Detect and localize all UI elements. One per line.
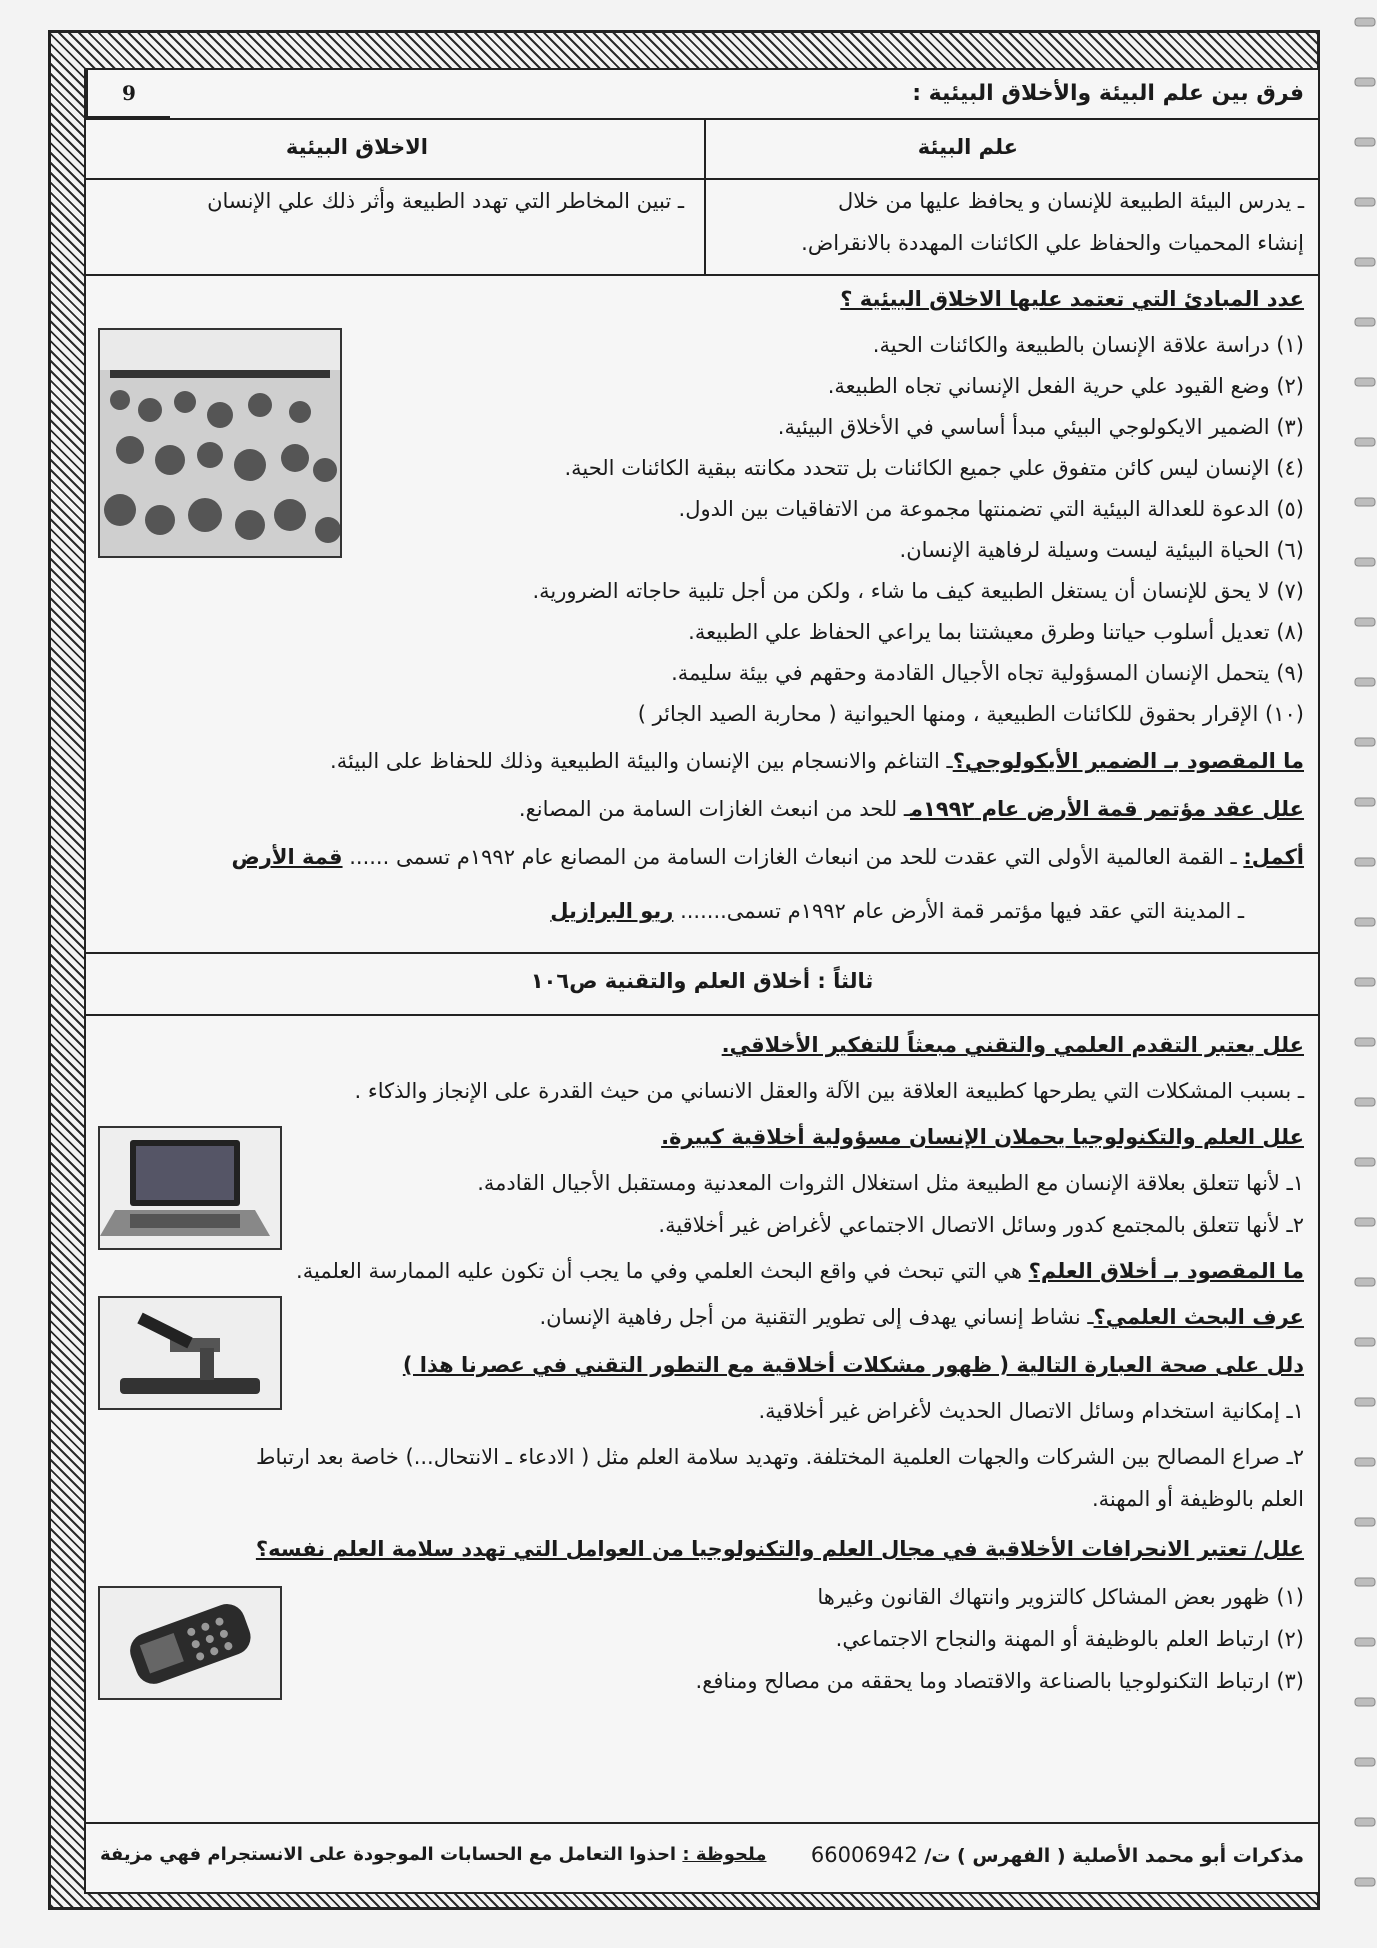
eco-conscience-qa — [330, 746, 1304, 776]
principle-5: (٥) الدعوة للعدالة البيئية التي تضمنتها مجموعة من الاتفاقيات بين الدول. — [678, 497, 1304, 521]
a-tech-problems-1: ١ـ إمكانية استخدام وسائل الاتصال الحديث لأغراض غير أخلاقية. — [758, 1399, 1304, 1423]
science-ethics-question: ما المقصود بـ أخلاق العلم؟ — [1028, 1259, 1304, 1283]
earth-summit-question: علل عقد مؤتمر قمة الأرض عام ١٩٩٢م — [910, 797, 1304, 821]
complete-1-text: ـ القمة العالمية الأولى التي عقدت للحد من انبعاث الغازات السامة من المصانع عام ١٩٩٢م تسمى ...... — [349, 845, 1237, 869]
principle-6: (٦) الحياة البيئية ليست وسيلة لرفاهية الإنسان. — [899, 538, 1304, 562]
footer-note-label: ملحوظة : — [682, 1844, 767, 1865]
research-question: عرف البحث العلمي؟ — [1093, 1305, 1304, 1329]
a-deviations-3: (٣) ارتباط التكنولوجيا بالصناعة والاقتصاد وما يحققه من مصالح ومنافع. — [695, 1669, 1304, 1693]
a-science-responsibility-2: ٢ـ لأنها تتعلق بالمجتمع كدور وسائل الاتصال الاجتماعي لأغراض غير أخلاقية. — [658, 1213, 1304, 1237]
ecology-desc-line2: إنشاء المحميات والحفاظ علي الكائنات المهددة بالانقراض. — [801, 231, 1304, 255]
section3-title: ثالثاً : أخلاق العلم والتقنية ص١٠٦ — [530, 969, 874, 993]
footer-note — [100, 1840, 766, 1870]
footer-phone: 66006942 — [810, 1843, 918, 1867]
complete-2-answer: ريو البرازيل — [550, 899, 674, 923]
complete-2 — [550, 896, 1244, 926]
earth-summit-answer: ـ للحد من انبعث الغازات السامة من المصانع. — [518, 797, 911, 821]
footer-credit — [811, 1840, 1304, 1871]
eco-conscience-answer: ـ التناغم والانسجام بين الإنسان والبيئة الطبيعية وذلك للحفاظ على البيئة. — [330, 749, 953, 773]
a-tech-problems-3: العلم بالوظيفة أو المهنة. — [1091, 1487, 1304, 1511]
q-progress-ethics: علل يعتبر التقدم العلمي والتقني مبعثاً للتفكير الأخلاقي. — [721, 1033, 1304, 1057]
research-qa — [539, 1302, 1304, 1332]
section1-title: فرق بين علم البيئة والأخلاق البيئية : — [912, 81, 1304, 106]
principle-9: (٩) يتحمل الإنسان المسؤولية تجاه الأجيال القادمة وحقهم في بيئة سليمة. — [671, 661, 1304, 685]
col-header-env-ethics: الاخلاق البيئية — [285, 135, 428, 159]
science-ethics-qa — [296, 1256, 1304, 1286]
a-tech-problems-2: ٢ـ صراع المصالح بين الشركات والجهات العلمية المختلفة. وتهديد سلامة العلم مثل ( الادعاء ـ الانتحال...) خاصة بعد ارتباط — [256, 1445, 1304, 1469]
q-deviations: علل/ تعتبر الانحرافات الأخلاقية في مجال العلم والتكنولوجيا من العوامل التي تهدد سلامة العلم نفسه؟ — [255, 1537, 1304, 1561]
footer-note-text: احذوا التعامل مع الحسابات الموجودة على الانستجرام فهي مزيفة — [100, 1844, 677, 1865]
page-number: 9 — [86, 70, 170, 118]
complete-2-text: ـ المدينة التي عقد فيها مؤتمر قمة الأرض عام ١٩٩٢م تسمى....... — [680, 899, 1244, 923]
page-content — [84, 68, 1320, 1894]
eco-conscience-question: ما المقصود بـ الضمير الأيكولوجي؟ — [952, 749, 1304, 773]
env-ethics-desc: ـ تبين المخاطر التي تهدد الطبيعة وأثر ذلك علي الإنسان — [207, 189, 684, 213]
col-header-ecology: علم البيئة — [917, 135, 1018, 159]
principles-title: عدد المبادئ التي تعتمد عليها الاخلاق البيئية ؟ — [840, 287, 1304, 311]
science-ethics-answer: هي التي تبحث في واقع البحث العلمي وفي ما يجب أن تكون عليه الممارسة العلمية. — [296, 1259, 1022, 1283]
spiral-binding — [1347, 0, 1377, 1948]
research-answer: ـ نشاط إنساني يهدف إلى تطوير التقنية من أجل رفاهية الإنسان. — [539, 1305, 1094, 1329]
principle-8: (٨) تعديل أسلوب حياتنا وطرق معيشتنا بما يراعي الحفاظ علي الطبيعة. — [688, 620, 1304, 644]
crowd-photo — [98, 328, 342, 558]
complete-label: أكمل: — [1243, 845, 1304, 869]
complete-1 — [231, 842, 1304, 872]
phone-photo — [98, 1586, 282, 1700]
ecology-desc-line1: ـ يدرس البيئة الطبيعة للإنسان و يحافظ عليها من خلال — [837, 189, 1304, 213]
principle-4: (٤) الإنسان ليس كائن متفوق علي جميع الكائنات بل تتحدد مكانته ببقية الكائنات الحية. — [564, 456, 1304, 480]
a-deviations-1: (١) ظهور بعض المشاكل كالتزوير وانتهاك القانون وغيرها — [817, 1585, 1304, 1609]
principle-10: (١٠) الإقرار بحقوق للكائنات الطبيعية ، ومنها الحيوانية ( محاربة الصيد الجائر ) — [637, 702, 1304, 726]
laptop-photo — [98, 1126, 282, 1250]
a-progress-ethics: ـ بسبب المشكلات التي يطرحها كطبيعة العلاقة بين الآلة والعقل الانساني من حيث القدرة على الإنجاز والذكاء . — [354, 1079, 1304, 1103]
microscope-photo — [98, 1296, 282, 1410]
a-science-responsibility-1: ١ـ لأنها تتعلق بعلاقة الإنسان مع الطبيعة مثل استغلال الثروات المعدنية ومستقبل الأجيال القادمة. — [477, 1171, 1304, 1195]
complete-1-answer: قمة الأرض — [231, 845, 343, 869]
principle-3: (٣) الضمير الايكولوجي البيئي مبدأ أساسي في الأخلاق البيئية. — [777, 415, 1304, 439]
footer-credit-text: مذكرات أبو محمد الأصلية ( الفهرس ) ت/ — [924, 1845, 1304, 1867]
q-tech-problems: دلل على صحة العبارة التالية ( ظهور مشكلات أخلاقية مع التطور التقني في عصرنا هذا ) — [402, 1353, 1304, 1377]
table-divider — [704, 118, 706, 274]
principle-1: (١) دراسة علاقة الإنسان بالطبيعة والكائنات الحية. — [872, 333, 1304, 357]
principle-7: (٧) لا يحق للإنسان أن يستغل الطبيعة كيف ما شاء ، ولكن من أجل تلبية حاجاته الضرورية. — [532, 579, 1304, 603]
earth-summit-qa — [519, 794, 1304, 824]
principle-2: (٢) وضع القيود علي حرية الفعل الإنساني تجاه الطبيعة. — [827, 374, 1304, 398]
q-science-responsibility: علل العلم والتكنولوجيا يحملان الإنسان مسؤولية أخلاقية كبيرة. — [661, 1125, 1304, 1149]
a-deviations-2: (٢) ارتباط العلم بالوظيفة أو المهنة والنجاح الاجتماعي. — [835, 1627, 1304, 1651]
